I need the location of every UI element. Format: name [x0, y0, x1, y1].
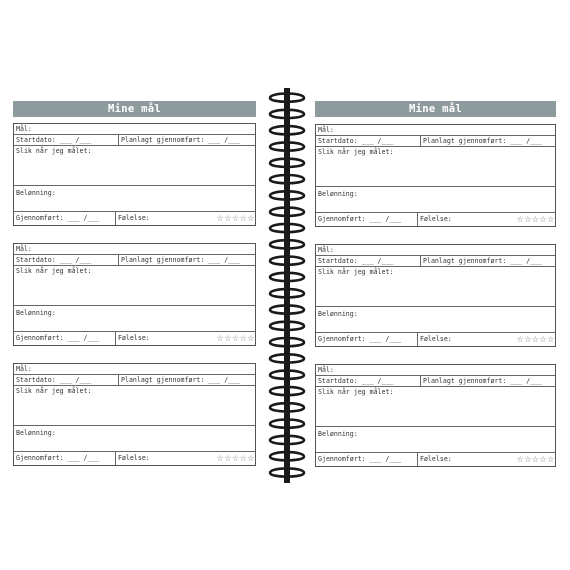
goal-field[interactable]: Mål: [14, 124, 255, 135]
how-field[interactable]: Slik når jeg målet: [316, 147, 555, 187]
page-title: Mine mål [13, 101, 256, 117]
reward-field[interactable]: Belønning: [316, 427, 555, 453]
reward-field[interactable]: Belønning: [316, 187, 555, 213]
reward-field[interactable]: Belønning: [14, 186, 255, 212]
feeling-label: Følelse: [118, 454, 150, 462]
how-field[interactable]: Slik når jeg målet: [14, 266, 255, 306]
start-date-field[interactable]: Startdato: ___ /___ [14, 255, 119, 265]
start-date-field[interactable]: Startdato: ___ /___ [316, 256, 421, 266]
star-icon[interactable]: ☆ [232, 332, 239, 344]
star-icon[interactable]: ☆ [539, 213, 547, 225]
star-icon[interactable]: ☆ [524, 213, 532, 225]
completed-date-field[interactable]: Gjennomført: ___ /___ [316, 333, 418, 346]
spiral-binding [268, 88, 306, 483]
star-icon[interactable]: ☆ [516, 213, 524, 225]
star-icon[interactable]: ☆ [247, 212, 254, 224]
star-icon[interactable]: ☆ [547, 333, 554, 345]
star-icon[interactable]: ☆ [539, 453, 547, 465]
right-page [315, 101, 556, 465]
completed-date-field[interactable]: Gjennomført: ___ /___ [14, 212, 116, 225]
reward-field[interactable]: Belønning: [14, 306, 255, 332]
star-icon[interactable]: ☆ [532, 333, 539, 345]
goal-field[interactable]: Mål: [316, 365, 555, 376]
star-icon[interactable]: ☆ [224, 332, 232, 344]
star-icon[interactable]: ☆ [224, 452, 232, 464]
goal-block-3 [315, 364, 556, 467]
goal-field[interactable]: Mål: [316, 245, 555, 256]
star-icon[interactable]: ☆ [516, 333, 524, 345]
feeling-rating[interactable] [517, 453, 555, 466]
completed-date-field[interactable]: Gjennomført: ___ /___ [14, 452, 116, 465]
reward-field[interactable]: Belønning: [14, 426, 255, 452]
star-icon[interactable]: ☆ [524, 453, 532, 465]
feeling-label: Følelse: [420, 215, 452, 223]
star-icon[interactable]: ☆ [532, 453, 539, 465]
planned-date-field[interactable]: Planlagt gjennomført: ___ /___ [121, 256, 241, 264]
star-icon[interactable]: ☆ [524, 333, 532, 345]
star-icon[interactable]: ☆ [239, 332, 247, 344]
star-icon[interactable]: ☆ [232, 212, 239, 224]
feeling-rating[interactable] [517, 333, 555, 346]
star-icon[interactable]: ☆ [539, 333, 547, 345]
star-icon[interactable]: ☆ [239, 452, 247, 464]
goal-block-3 [13, 363, 256, 466]
planned-date-field[interactable]: Planlagt gjennomført: ___ /___ [423, 257, 543, 265]
planned-date-field[interactable]: Planlagt gjennomført: ___ /___ [121, 136, 241, 144]
start-date-field[interactable]: Startdato: ___ /___ [316, 376, 421, 386]
goal-field[interactable]: Mål: [14, 364, 255, 375]
goal-field[interactable]: Mål: [316, 125, 555, 136]
planned-date-field[interactable]: Planlagt gjennomført: ___ /___ [423, 377, 543, 385]
goal-block-2 [13, 243, 256, 346]
completed-date-field[interactable]: Gjennomført: ___ /___ [14, 332, 116, 345]
star-icon[interactable]: ☆ [547, 453, 554, 465]
star-icon[interactable]: ☆ [224, 212, 232, 224]
goal-block-1 [13, 123, 256, 226]
feeling-label: Følelse: [420, 335, 452, 343]
goal-field[interactable]: Mål: [14, 244, 255, 255]
completed-date-field[interactable]: Gjennomført: ___ /___ [316, 213, 418, 226]
feeling-rating[interactable] [217, 212, 255, 225]
star-icon[interactable]: ☆ [516, 453, 524, 465]
feeling-rating[interactable] [217, 332, 255, 345]
goal-block-2 [315, 244, 556, 347]
completed-date-field[interactable]: Gjennomført: ___ /___ [316, 453, 418, 466]
planned-date-field[interactable]: Planlagt gjennomført: ___ /___ [423, 137, 543, 145]
star-icon[interactable]: ☆ [216, 332, 224, 344]
feeling-rating[interactable] [217, 452, 255, 465]
start-date-field[interactable]: Startdato: ___ /___ [14, 375, 119, 385]
how-field[interactable]: Slik når jeg målet: [316, 267, 555, 307]
star-icon[interactable]: ☆ [247, 332, 254, 344]
star-icon[interactable]: ☆ [247, 452, 254, 464]
how-field[interactable]: Slik når jeg målet: [14, 386, 255, 426]
feeling-rating[interactable] [517, 213, 555, 226]
feeling-label: Følelse: [118, 214, 150, 222]
feeling-label: Følelse: [420, 455, 452, 463]
star-icon[interactable]: ☆ [239, 212, 247, 224]
how-field[interactable]: Slik når jeg målet: [316, 387, 555, 427]
star-icon[interactable]: ☆ [216, 212, 224, 224]
star-icon[interactable]: ☆ [216, 452, 224, 464]
reward-field[interactable]: Belønning: [316, 307, 555, 333]
start-date-field[interactable]: Startdato: ___ /___ [316, 136, 421, 146]
left-page [13, 101, 256, 464]
how-field[interactable]: Slik når jeg målet: [14, 146, 255, 186]
binding-spine [284, 88, 290, 483]
start-date-field[interactable]: Startdato: ___ /___ [14, 135, 119, 145]
star-icon[interactable]: ☆ [532, 213, 539, 225]
star-icon[interactable]: ☆ [547, 213, 554, 225]
page-title: Mine mål [315, 101, 556, 117]
feeling-label: Følelse: [118, 334, 150, 342]
goal-block-1 [315, 124, 556, 227]
planned-date-field[interactable]: Planlagt gjennomført: ___ /___ [121, 376, 241, 384]
star-icon[interactable]: ☆ [232, 452, 239, 464]
